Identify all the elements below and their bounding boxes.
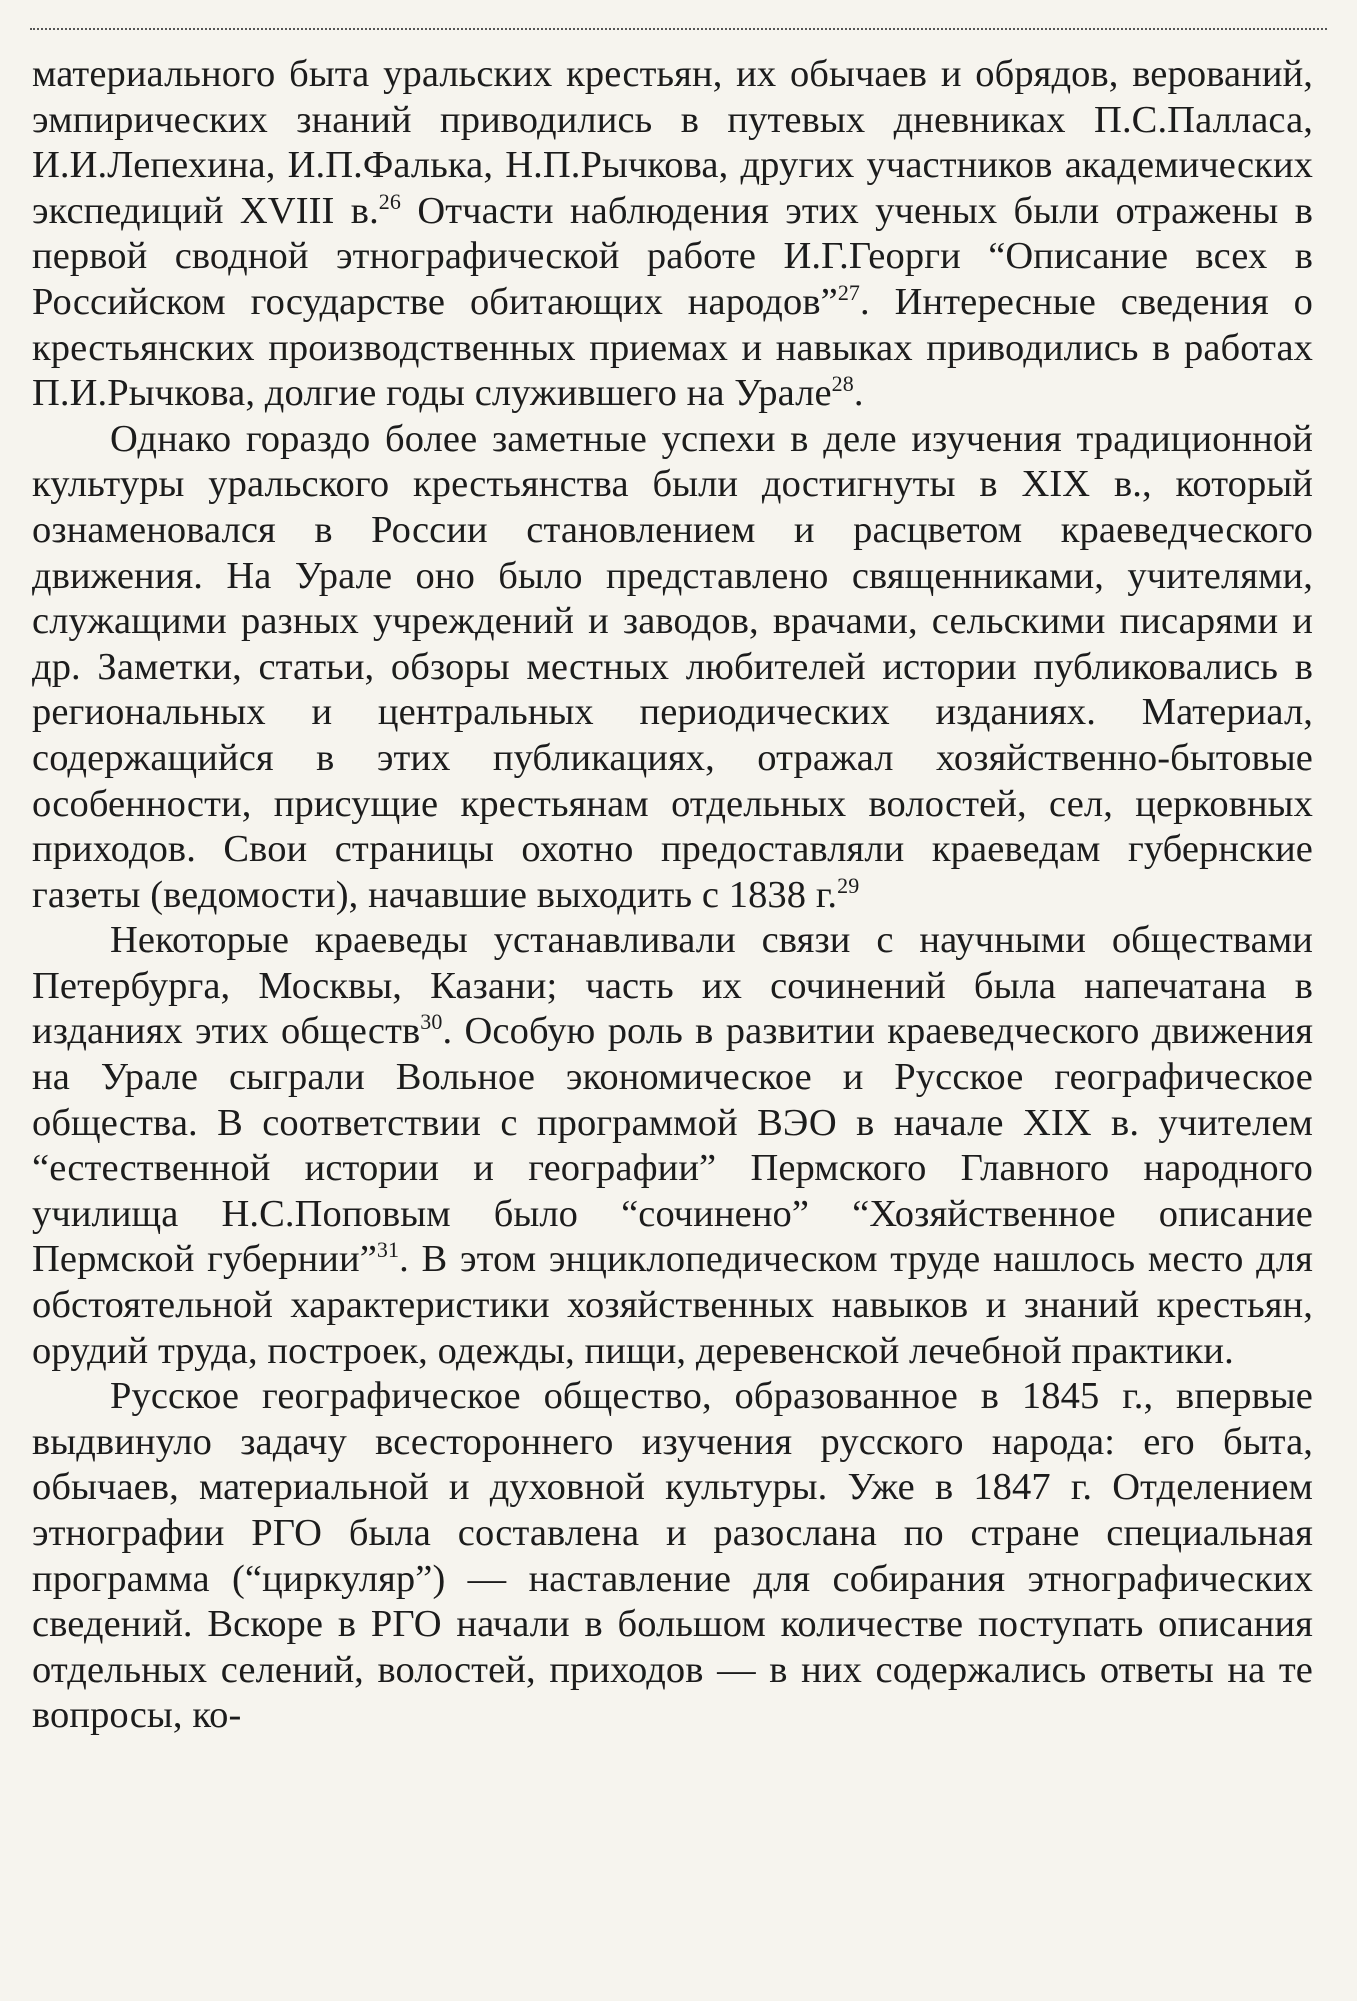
text-segment: . В этом энциклопедическом труде нашлось место для обстоятельной характеристики хозяйственных навыков и знаний крестьян, орудий труда, построек, одежды, пищи, деревенской лечебной практики. (32, 1238, 1313, 1372)
footnote-ref: 26 (378, 188, 401, 214)
text-segment: Некоторые краеведы устанавливали связи с научными обществами Петербурга, Москвы, Казани; часть их сочинений была напечатана в изданиях этих обществ (32, 919, 1313, 1053)
paragraph-4 (32, 1374, 1313, 1739)
text-segment: . Особую роль в развитии краеведческого движения на Урале сыграли Вольное экономическое и Русское географическое общества. В соответствии с программой ВЭО в начале XIX в. учителем “естественной истории и географии” Пермского Главного народного училища Н.С.Поповым было “сочинено” “Хозяйственное описание Пермской губернии” (32, 1010, 1313, 1281)
footnote-ref: 28 (831, 371, 854, 397)
page-text (32, 52, 1313, 1739)
footnote-ref: 27 (837, 279, 861, 305)
paragraph-1 (32, 52, 1313, 417)
footnote-ref: 31 (376, 1237, 400, 1263)
text-segment: Русское географическое общество, образованное в 1845 г., впервые выдвинуло задачу всестороннего изучения русского народа: его быта, обычаев, материальной и духовной культуры. Уже в 1847 г. Отделением этнографии РГО была составлена и разослана по стране специальная программа (“циркуляр”) — наставление для собирания этнографических сведений. Вскоре в РГО начали в большом количестве поступать описания отдельных селений, волостей, приходов — в них содержались ответы на те вопросы, ко- (32, 1375, 1313, 1737)
text-segment: Отчасти наблюдения этих ученых были отражены в первой сводной этнографической работе И.Г.Георги “Описание всех в Российском государстве обитающих народов” (32, 189, 1313, 323)
text-segment: . Интересные сведения о крестьянских производственных приемах и навыках приводились в работах П.И.Рычкова, долгие годы служившего на Урале (32, 280, 1314, 415)
footnote-ref: 30 (420, 1009, 443, 1035)
text-segment: материального быта уральских крестьян, их обычаев и обрядов, верований, эмпирических знаний приводились в путевых дневниках П.С.Палласа, И.И.Лепехина, И.П.Фалька, Н.П.Рычкова, других участников академических экспедиций XVIII в. (32, 53, 1313, 232)
top-rule (30, 28, 1327, 30)
text-segment: . (853, 372, 864, 415)
paragraph-2 (32, 417, 1313, 919)
paragraph-3 (32, 918, 1313, 1374)
footnote-ref: 29 (837, 872, 860, 898)
text-segment: Однако гораздо более заметные успехи в деле изучения традиционной культуры уральского крестьянства были достигнуты в XIX в., который ознаменовался в России становлением и расцветом краеведческого движения. На Урале оно было представлено священниками, учителями, служащими разных учреждений и заводов, врачами, сельскими писарями и др. Заметки, статьи, обзоры местных любителей истории публиковались в региональных и центральных периодических изданиях. Материал, содержащийся в этих публикациях, отражал хозяйственно-бытовые особенности, присущие крестьянам отдельных волостей, сел, церковных приходов. Свои страницы охотно предоставляли краеведам губернские газеты (ведомости), начавшие выходить с 1838 г. (32, 417, 1313, 916)
